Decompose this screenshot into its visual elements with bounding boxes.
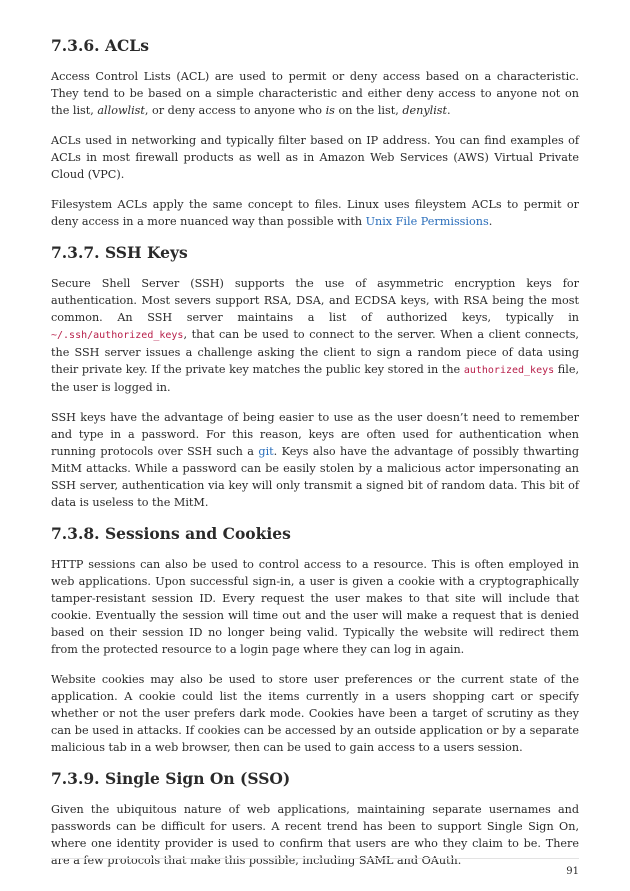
text-span: . [447,104,451,117]
emphasis-text: allowlist [97,104,145,117]
section-ssh-keys [51,243,579,511]
paragraph: Given the ubiquitous nature of web applications, maintaining separate usernames and passwords can be difficult for users. A recent trend has been to support Single Sign On, where one identity provider is used to confirm that users are who they claim to be. There are a few protocols that make this possible, including SAML and OAuth. [51,803,579,867]
page-number: 91 [566,866,579,877]
text-span: Filesystem ACLs apply the same concept to files. Linux uses fileystem ACLs to permit or deny access in a more nuanced way than possible with [51,198,579,228]
section-heading: 7.3.8. Sessions and Cookies [51,524,291,543]
text-span: Secure Shell Server (SSH) supports the use of asymmetric encryption keys for authentication. Most severs support RSA, DSA, and ECDSA keys, with RSA being the most common. An SSH server maintains a list of authorized keys, typically in [51,277,579,324]
text-span: SSH keys have the advantage of being easier to use as the user doesn’t need to remember and type in a password. For this reason, keys are often used for authentication when running protocols over SSH such a [51,411,579,458]
text-span: file, the user is logged in. [51,363,579,394]
paragraph [51,409,579,511]
section-sessions-cookies [51,524,579,756]
page-content [51,36,579,882]
section-sso [51,769,579,869]
paragraph [51,196,579,230]
section-heading: 7.3.9. Single Sign On (SSO) [51,769,291,788]
paragraph: ACLs used in networking and typically filter based on IP address. You can find examples of ACLs in most firewall products as well as in Amazon Web Services (AWS) Virtual Private Cloud (VPC). [51,134,579,181]
footer-divider [51,858,579,859]
section-heading: 7.3.7. SSH Keys [51,243,188,262]
emphasis-text: is [325,104,335,117]
paragraph [51,68,579,119]
text-span: Access Control Lists (ACL) are used to permit or deny access based on a characteristic. They tend to be based on a simple characteristic and either deny access to anyone not on the list, [51,70,579,117]
git-link[interactable]: git [258,445,274,458]
section-heading: 7.3.6. ACLs [51,36,149,55]
text-span: , that can be used to connect to the server. When a client connects, the SSH server issues a challenge asking the client to sign a random piece of data using their private key. If the private key matches the public key stored in the [51,328,579,376]
paragraph [51,275,579,396]
text-span: , or deny access to anyone who [144,104,326,117]
paragraph: Website cookies may also be used to store user preferences or the current state of the application. A cookie could list the items currently in a users shopping cart or specify whether or not the user prefers dark mode. Cookies have been a target of scrutiny as they can be used in attacks. If cookies can be accessed by an outside application or by a separate malicious tab in a web browser, then can be used to gain access to a users session. [51,673,579,754]
inline-code: authorized_keys [463,365,555,376]
text-span: . [488,215,493,228]
inline-code: ~/.ssh/authorized_keys [51,330,184,341]
unix-file-permissions-link[interactable]: Unix File Permissions [365,215,489,228]
text-span: on the list, [334,104,403,117]
emphasis-text: denylist [402,104,448,117]
section-acls [51,36,579,230]
text-span: . Keys also have the advantage of possibly thwarting MitM attacks. While a password can be easily stolen by a malicious actor impersonating an SSH server, authentication via key will only transmit a signed bit of random data. This bit of data is useless to the MitM. [51,445,580,509]
paragraph: HTTP sessions can also be used to control access to a resource. This is often employed in web applications. Upon successful sign-in, a user is given a cookie with a cryptographically tamper-resistant session ID. Every request the user makes to that site will include that cookie. Eventually the session will time out and the user will make a request that is denied based on their session ID no longer being valid. Typically the website will redirect them from the protected resource to a login page where they can log in again. [51,558,579,656]
